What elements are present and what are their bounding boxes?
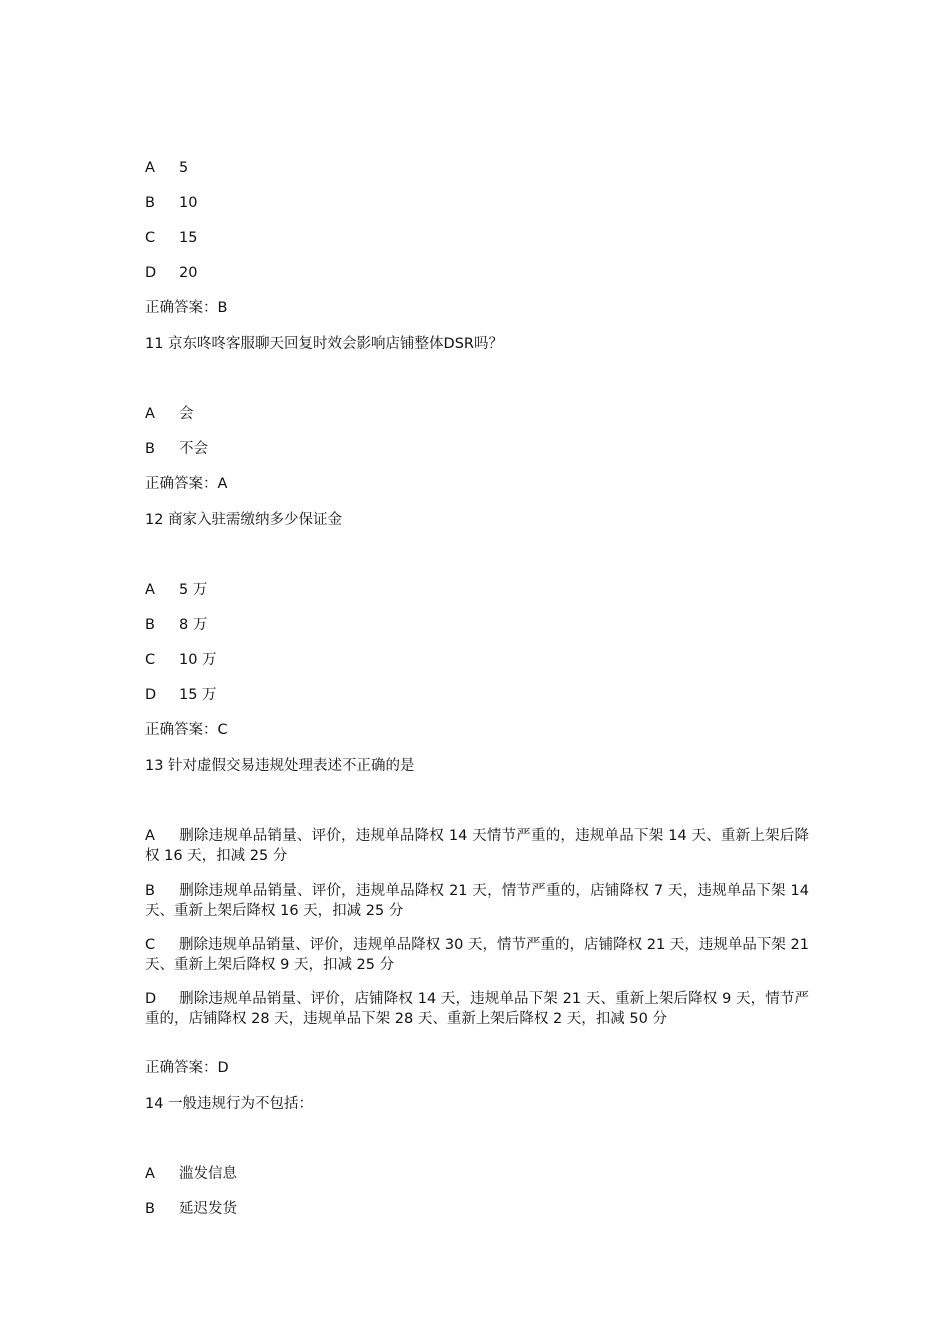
- q13-option-a: [145, 826, 809, 866]
- option-letter: C: [145, 652, 156, 668]
- q13-question: 13 针对虚假交易违规处理表述不正确的是: [145, 758, 415, 774]
- option-text: 15: [179, 230, 198, 246]
- option-letter: A: [145, 406, 155, 422]
- option-letter: D: [145, 991, 157, 1007]
- option-text: 滥发信息: [179, 1166, 237, 1182]
- q10-answer: 正确答案：B: [145, 300, 228, 316]
- q14-question: 14 一般违规行为不包括：: [145, 1096, 314, 1112]
- q12-question: 12 商家入驻需缴纳多少保证金: [145, 512, 343, 528]
- option-letter: B: [145, 883, 155, 899]
- q12-answer: 正确答案：C: [145, 722, 228, 738]
- q11-question: 11 京东咚咚客服聊天回复时效会影响店铺整体DSR吗？: [145, 336, 504, 352]
- q11-option-b: [145, 439, 208, 459]
- option-text: 5: [179, 160, 189, 176]
- q13-answer: 正确答案：D: [145, 1060, 229, 1076]
- option-letter: C: [145, 230, 156, 246]
- option-text: 延迟发货: [179, 1201, 237, 1217]
- option-text: 8 万: [179, 617, 208, 633]
- q14-option-a: [145, 1164, 237, 1184]
- q11-option-a: [145, 404, 194, 424]
- option-letter: A: [145, 582, 155, 598]
- q10-option-c: [145, 228, 197, 248]
- option-text: 5 万: [179, 582, 208, 598]
- option-letter: B: [145, 1201, 155, 1217]
- option-text: 20: [179, 265, 198, 281]
- q12-option-c: [145, 650, 217, 670]
- option-letter: B: [145, 617, 155, 633]
- option-text: 15 万: [179, 687, 217, 703]
- q12-option-b: [145, 615, 207, 635]
- option-letter: A: [145, 828, 155, 844]
- q10-option-b: [145, 193, 197, 213]
- option-letter: B: [145, 441, 155, 457]
- option-text: 删除违规单品销量、评价，店铺降权 14 天，违规单品下架 21 天、重新上架后降权 9 天，情节严重的，店铺降权 28 天，违规单品下架 28 天、重新上架后降权 2 天，扣减 50 分: [145, 991, 809, 1027]
- option-letter: A: [145, 1166, 155, 1182]
- q14-option-b: [145, 1199, 237, 1219]
- option-text: 会: [179, 406, 194, 422]
- option-letter: D: [145, 687, 157, 703]
- q10-option-d: [145, 263, 197, 283]
- q10-option-a: [145, 158, 188, 178]
- option-letter: B: [145, 195, 155, 211]
- option-letter: C: [145, 937, 156, 953]
- option-letter: A: [145, 160, 155, 176]
- option-text: 10: [179, 195, 198, 211]
- option-text: 删除违规单品销量、评价，违规单品降权 30 天，情节严重的，店铺降权 21 天，违规单品下架 21 天、重新上架后降权 9 天，扣减 25 分: [145, 937, 809, 973]
- q12-option-d: [145, 685, 217, 705]
- q13-option-b: [145, 881, 809, 921]
- q11-answer: 正确答案：A: [145, 476, 228, 492]
- q13-option-d: [145, 989, 809, 1029]
- option-text: 不会: [179, 441, 208, 457]
- option-text: 10 万: [179, 652, 217, 668]
- q12-option-a: [145, 580, 207, 600]
- option-text: 删除违规单品销量、评价，违规单品降权 14 天情节严重的，违规单品下架 14 天、重新上架后降权 16 天，扣减 25 分: [145, 828, 809, 864]
- q13-option-c: [145, 935, 809, 975]
- option-text: 删除违规单品销量、评价，违规单品降权 21 天，情节严重的，店铺降权 7 天，违规单品下架 14 天、重新上架后降权 16 天，扣减 25 分: [145, 883, 809, 919]
- option-letter: D: [145, 265, 157, 281]
